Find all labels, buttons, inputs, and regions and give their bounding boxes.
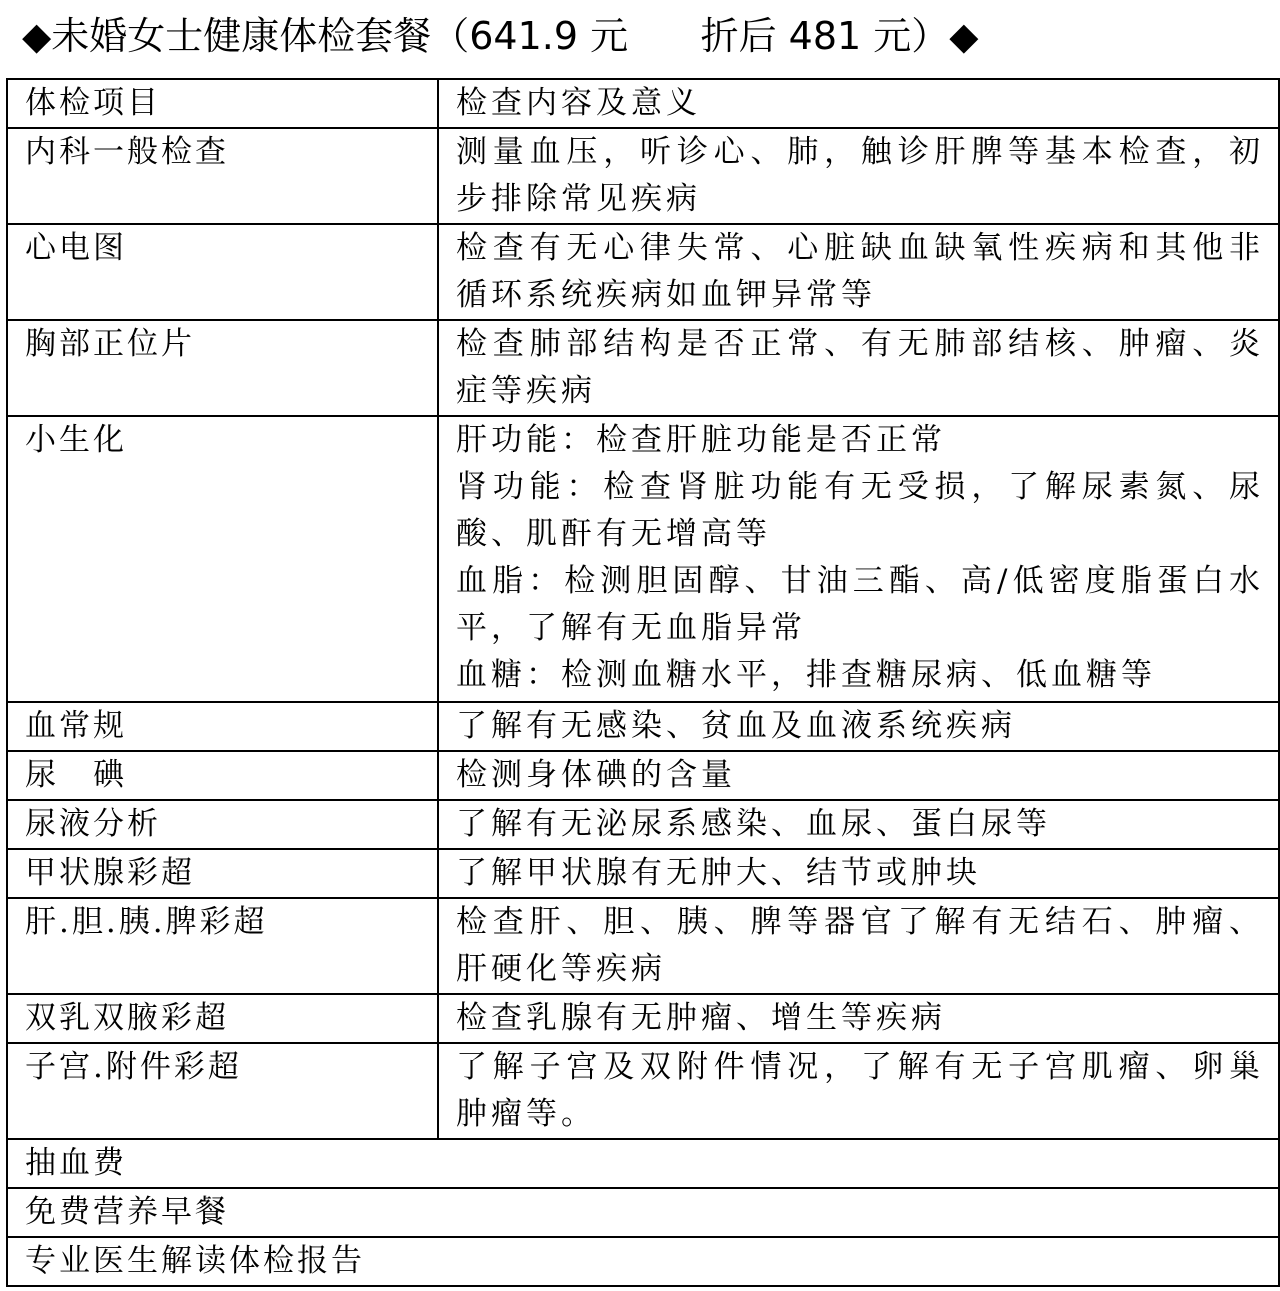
row-item: 肝.胆.胰.脾彩超 — [7, 898, 438, 994]
row-content: 了解有无泌尿系感染、血尿、蛋白尿等 — [438, 800, 1279, 849]
row-item: 血常规 — [7, 702, 438, 751]
table-row — [7, 320, 1279, 416]
row-item: 尿 碘 — [7, 751, 438, 800]
table-footer-row — [7, 1237, 1279, 1286]
table-row — [7, 1043, 1279, 1139]
header-item: 体检项目 — [7, 79, 438, 128]
row-item: 尿液分析 — [7, 800, 438, 849]
table-footer-row — [7, 1139, 1279, 1188]
header-content: 检查内容及意义 — [438, 79, 1279, 128]
row-content: 测量血压，听诊心、肺，触诊肝脾等基本检查，初 步排除常见疾病 — [438, 128, 1279, 224]
table-row — [7, 702, 1279, 751]
table-header-row — [7, 79, 1279, 128]
row-item: 心电图 — [7, 224, 438, 320]
footer-item: 专业医生解读体检报告 — [7, 1237, 1279, 1286]
table-row — [7, 128, 1279, 224]
table-row — [7, 800, 1279, 849]
footer-item: 抽血费 — [7, 1139, 1279, 1188]
title-gap — [628, 14, 700, 58]
row-item: 子宫.附件彩超 — [7, 1043, 438, 1139]
row-content: 了解甲状腺有无肿大、结节或肿块 — [438, 849, 1279, 898]
row-item: 内科一般检查 — [7, 128, 438, 224]
footer-item: 免费营养早餐 — [7, 1188, 1279, 1237]
table-row — [7, 849, 1279, 898]
title-discount: 折后 481 元）◆ — [700, 14, 979, 58]
row-content: 检测身体碘的含量 — [438, 751, 1279, 800]
row-content: 检查有无心律失常、心脏缺血缺氧性疾病和其他非 循环系统疾病如血钾异常等 — [438, 224, 1279, 320]
table-row — [7, 224, 1279, 320]
table-row — [7, 898, 1279, 994]
table-row — [7, 994, 1279, 1043]
row-content: 了解有无感染、贫血及血液系统疾病 — [438, 702, 1279, 751]
table-footer-row — [7, 1188, 1279, 1237]
table-row — [7, 751, 1279, 800]
table-row — [7, 416, 1279, 702]
row-content: 了解子宫及双附件情况，了解有无子宫肌瘤、卵巢 肿瘤等。 — [438, 1043, 1279, 1139]
title-main: ◆未婚女士健康体检套餐（641.9 元 — [22, 14, 629, 58]
row-content: 肝功能：检查肝脏功能是否正常 肾功能：检查肾脏功能有无受损，了解尿素氮、尿 酸、肌酐有无增高等 血脂：检测胆固醇、甘油三酯、高/低密度脂蛋白水 平，了解有无血脂异常 血糖：检测血糖水平，排查糖尿病、低血糖等 — [438, 416, 1279, 702]
page-title — [22, 6, 1262, 66]
row-item: 小生化 — [7, 416, 438, 702]
row-item: 双乳双腋彩超 — [7, 994, 438, 1043]
row-content: 检查肺部结构是否正常、有无肺部结核、肿瘤、炎 症等疾病 — [438, 320, 1279, 416]
row-item: 胸部正位片 — [7, 320, 438, 416]
row-content: 检查乳腺有无肿瘤、增生等疾病 — [438, 994, 1279, 1043]
checkup-table — [6, 78, 1280, 1287]
row-content: 检查肝、胆、胰、脾等器官了解有无结石、肿瘤、 肝硬化等疾病 — [438, 898, 1279, 994]
row-item: 甲状腺彩超 — [7, 849, 438, 898]
